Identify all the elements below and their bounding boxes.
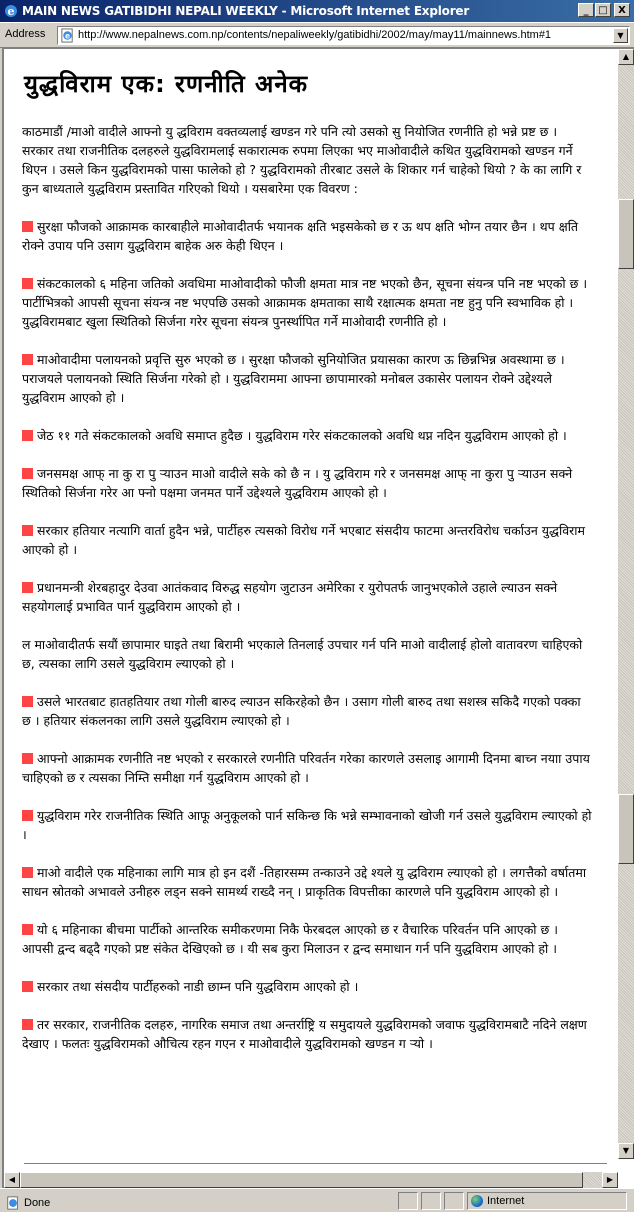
address-input[interactable] bbox=[57, 26, 630, 45]
article-point-text: सरकार हतियार नत्यागि वार्ता हुदैन भन्ने, पार्टीहरु त्यसको विरोध गर्ने भएबाट संसदीय फाटमा अन्तरविरोध चर्काउन युद्धविराम आएको हो । bbox=[22, 523, 586, 557]
article-point-text: जनसमक्ष आफ् ना कु रा पु र्‍याउन माओ वादीले सके को छै न । यु द्धविराम गरे र जनसमक्ष आफ् ना कुरा पु र्‍याउन सक्ने स्थितिको सिर्जना गरेर आ फ्नो पक्षमा जनमत पार्ने उद्देश्यले युद्धविराम आएको हो । bbox=[22, 466, 573, 500]
article-point bbox=[22, 1015, 592, 1053]
article-intro: काठमाडौं /माओ वादीले आफ्नो यु द्धविराम वक्तव्यलाई खण्डन गरे पनि त्यो उसको सु नियोजित रणनीति हो भन्ने प्रष्ट छ । सरकार तथा राजनीतिक दलहरुले युद्धविरामलाई सकारात्मक रुपमा लिएका भए माओवादीले कथित युद्धविरामको खण्डन गर्ने थिएन । उसले किन युद्धविरामको पासा फालेको हो ? युद्धविरामको तीरबाट उसले के शिकार गर्न चाहेको थियो ? के का लागि र कुन बाध्यताले युद्धविराम प्रस्तावित गरिएको थियो । यसबारेमा एक विवरण : bbox=[22, 124, 582, 196]
address-label: Address bbox=[5, 28, 46, 40]
article-point-text: माओ वादीले एक महिनाका लागि मात्र हो इन दशैं -तिहारसम्म तन्काउने उद्दे श्यले यु द्धविराम ल्याएको हो । लगत्तैको वर्षातमा साधन स्रोतको अभावले उनीहरु लड्न सक्ने सामर्थ्य राख्दै नन् । प्राकृतिक विपत्तीका कारणले पनि युद्धविराम आएको हो । bbox=[22, 865, 587, 899]
zone-pane bbox=[467, 1192, 627, 1210]
bullet-icon bbox=[22, 1019, 33, 1030]
zone-text: Internet bbox=[487, 1195, 525, 1207]
bullet-icon bbox=[22, 753, 33, 764]
bullet-icon bbox=[22, 810, 33, 821]
bullet-icon bbox=[22, 430, 33, 441]
article bbox=[22, 49, 592, 1072]
article-point-text: तर सरकार, राजनीतिक दलहरु, नागरिक समाज तथा अन्तर्राष्ट्रि य समुदायले युद्धविरामको जवाफ युद्धविरामबाटै नदिने लक्षण देखाए । फलतः युद्धविरामको औचित्य रहन गएन र माओवादीले युद्धविरामको खण्डन ग र्‍यो । bbox=[22, 1017, 587, 1051]
status-pane-empty bbox=[398, 1192, 418, 1210]
scroll-right-button[interactable]: ▶ bbox=[602, 1172, 618, 1188]
article-point-text: आफ्नो आक्रामक रणनीति नष्ट भएको र सरकारले रणनीति परिवर्तन गरेका कारणले उसलाइ आगामी दिनमा बाच्न नयाा उपाय चाहिएको छ र त्यसका निम्ति समीक्षा गर्न युद्धविराम आएको हो । bbox=[22, 751, 590, 785]
horizontal-rule bbox=[24, 1163, 607, 1164]
article-point bbox=[22, 920, 592, 958]
article-point-text: जेठ ११ गते संकटकालको अवधि समाप्त हुदैछ । युद्धविराम गरेर संकटकालको अवधि थप्न नदिन युद्धविराम आएको हो । bbox=[37, 428, 567, 443]
bullet-icon bbox=[22, 468, 33, 479]
horizontal-scroll-thumb[interactable] bbox=[20, 1172, 583, 1188]
status-pane-empty bbox=[444, 1192, 464, 1210]
page-viewport bbox=[2, 48, 634, 1188]
bullet-icon bbox=[22, 525, 33, 536]
article-point bbox=[22, 217, 592, 255]
article-point-text: ल माओवादीतर्फ सयौं छापामार घाइते तथा बिरामी भएकाले तिनलाई उपचार गर्न पनि माओ वादीलाई होलो वातावरण चाहिएको छ, त्यसका लागि उसले युद्धविराम ल्याएको हो । bbox=[22, 637, 583, 671]
scroll-up-button[interactable]: ▲ bbox=[618, 49, 634, 65]
scroll-thumb[interactable] bbox=[618, 199, 634, 269]
bullet-icon bbox=[22, 924, 33, 935]
ie-logo-icon bbox=[3, 3, 19, 19]
page-status-icon bbox=[6, 1196, 20, 1210]
article-points bbox=[22, 217, 592, 1053]
article-point bbox=[22, 806, 592, 844]
svg-text:e: e bbox=[7, 5, 15, 18]
article-point-text: सरकार तथा संसदीय पार्टीहरुको नाडी छाम्न पनि युद्धविराम आएको हो । bbox=[37, 979, 359, 994]
article-point-text: उसले भारतबाट हातहतियार तथा गोली बारुद ल्याउन सकिरहेको छैन । उसाग गोली बारुद तथा सशस्त्र सकिदै गएको पक्का छ । हतियार संकलनका लागि उसले युद्धविराम ल्याएको हो । bbox=[22, 694, 581, 728]
article-point-text: प्रधानमन्त्री शेरबहादुर देउवा आतंकवाद विरुद्ध सहयोग जुटाउन अमेरिका र युरोपतर्फ जानुभएकोले उहाले ल्याउन सक्ने सहयोगलाई प्रभावित पार्न युद्धविराम आएको हो । bbox=[22, 580, 558, 614]
article-point bbox=[22, 464, 592, 502]
bullet-icon bbox=[22, 867, 33, 878]
page-icon bbox=[60, 28, 75, 43]
scroll-thumb-artifact[interactable] bbox=[618, 794, 634, 864]
scroll-down-button[interactable]: ▼ bbox=[618, 1143, 634, 1159]
article-point bbox=[22, 692, 592, 730]
article-point bbox=[22, 521, 592, 559]
address-bar bbox=[0, 22, 634, 48]
svg-text:e: e bbox=[64, 31, 71, 41]
address-dropdown-button[interactable]: ▼ bbox=[613, 28, 628, 43]
status-bar bbox=[0, 1188, 634, 1212]
scroll-left-button[interactable]: ◀ bbox=[4, 1172, 20, 1188]
window-title: MAIN NEWS GATIBIDHI NEPALI WEEKLY - Microsoft Internet Explorer bbox=[22, 4, 470, 18]
article-point bbox=[22, 977, 592, 996]
bullet-icon bbox=[22, 582, 33, 593]
vertical-scrollbar[interactable] bbox=[618, 49, 634, 1159]
article-point-text: युद्धविराम गरेर राजनीतिक स्थिति आफू अनुकूलको पार्न सकिन्छ कि भन्ने सम्भावनाको खोजी गर्न उसले युद्धविराम ल्याएको हो । bbox=[22, 808, 592, 842]
status-pane-empty bbox=[421, 1192, 441, 1210]
article-point bbox=[22, 426, 592, 445]
bullet-icon bbox=[22, 354, 33, 365]
article-point-text: माओवादीमा पलायनको प्रवृत्ति सुरु भएको छ । सुरक्षा फौजको सुनियोजित प्रयासका कारण ऊ छिन्नभिन्न अवस्थामा छ । पराजयले पलायनको स्थिति सिर्जना गरेको हो । युद्धविराममा आफ्ना छापामारको मनोबल उकासेर पलायन रोक्ने उद्देश्यले युद्धविराम आएको हो । bbox=[22, 352, 565, 405]
article-point-text: यो ६ महिनाका बीचमा पार्टीको आन्तरिक समीकरणमा निकै फेरबदल आएको छ र वैचारिक परिवर्तन पनि आएको छ । आपसी द्वन्द बढ्दै गएको प्रष्ट संकेत देखिएको छ । यी सब कुरा मिलाउन र द्वन्द समाधान गर्न पनि युद्धविराम आएको हो । bbox=[22, 922, 558, 956]
address-url: http://www.nepalnews.com.np/contents/nepaliweekly/gatibidhi/2002/may/may11/mainnews.htm#1 bbox=[78, 29, 552, 41]
bullet-icon bbox=[22, 278, 33, 289]
article-point bbox=[22, 863, 592, 901]
bullet-icon bbox=[22, 981, 33, 992]
window-title-bar[interactable] bbox=[0, 0, 634, 22]
maximize-button[interactable]: □ bbox=[595, 3, 611, 17]
article-point bbox=[22, 635, 592, 673]
status-pane bbox=[2, 1192, 396, 1210]
article-point bbox=[22, 749, 592, 787]
minimize-button[interactable]: _ bbox=[578, 3, 594, 17]
article-point-text: संकटकालको ६ महिना जतिको अवधिमा माओवादीको फौजी क्षमता मात्र नष्ट भएको छैन, सूचना संयन्त्र पनि नष्ट भएको छ । पार्टीभित्रको आपसी सूचना संयन्त्र नष्ट भएपछि उसको आक्रामक क्षमताका साथै रक्षात्मक क्षमता नष्ट हुनु पनि स्वभाविक हो । युद्धविरामबाट खुला स्थितिको सिर्जना गरेर सूचना संयन्त्र पुनर्स्थापित गर्ने माओवादी रणनीति हो । bbox=[22, 276, 588, 329]
article-headline: युद्धविराम एक: रणनीति अनेक bbox=[24, 70, 309, 98]
status-text: Done bbox=[24, 1197, 51, 1209]
close-button[interactable]: X bbox=[614, 3, 630, 17]
article-point bbox=[22, 274, 592, 331]
article-point bbox=[22, 578, 592, 616]
article-point-text: सुरक्षा फौजको आक्रामक कारबाहीले माओवादीतर्फ भयानक क्षति भइसकेको छ र ऊ थप क्षति भोग्न तयार छैन । थप क्षति रोक्ने उपाय पनि उसाग युद्धविराम बाहेक अरु केही थिएन । bbox=[22, 219, 579, 253]
horizontal-scrollbar[interactable] bbox=[4, 1172, 618, 1188]
globe-icon bbox=[471, 1195, 483, 1207]
article-point bbox=[22, 350, 592, 407]
bullet-icon bbox=[22, 221, 33, 232]
bullet-icon bbox=[22, 696, 33, 707]
